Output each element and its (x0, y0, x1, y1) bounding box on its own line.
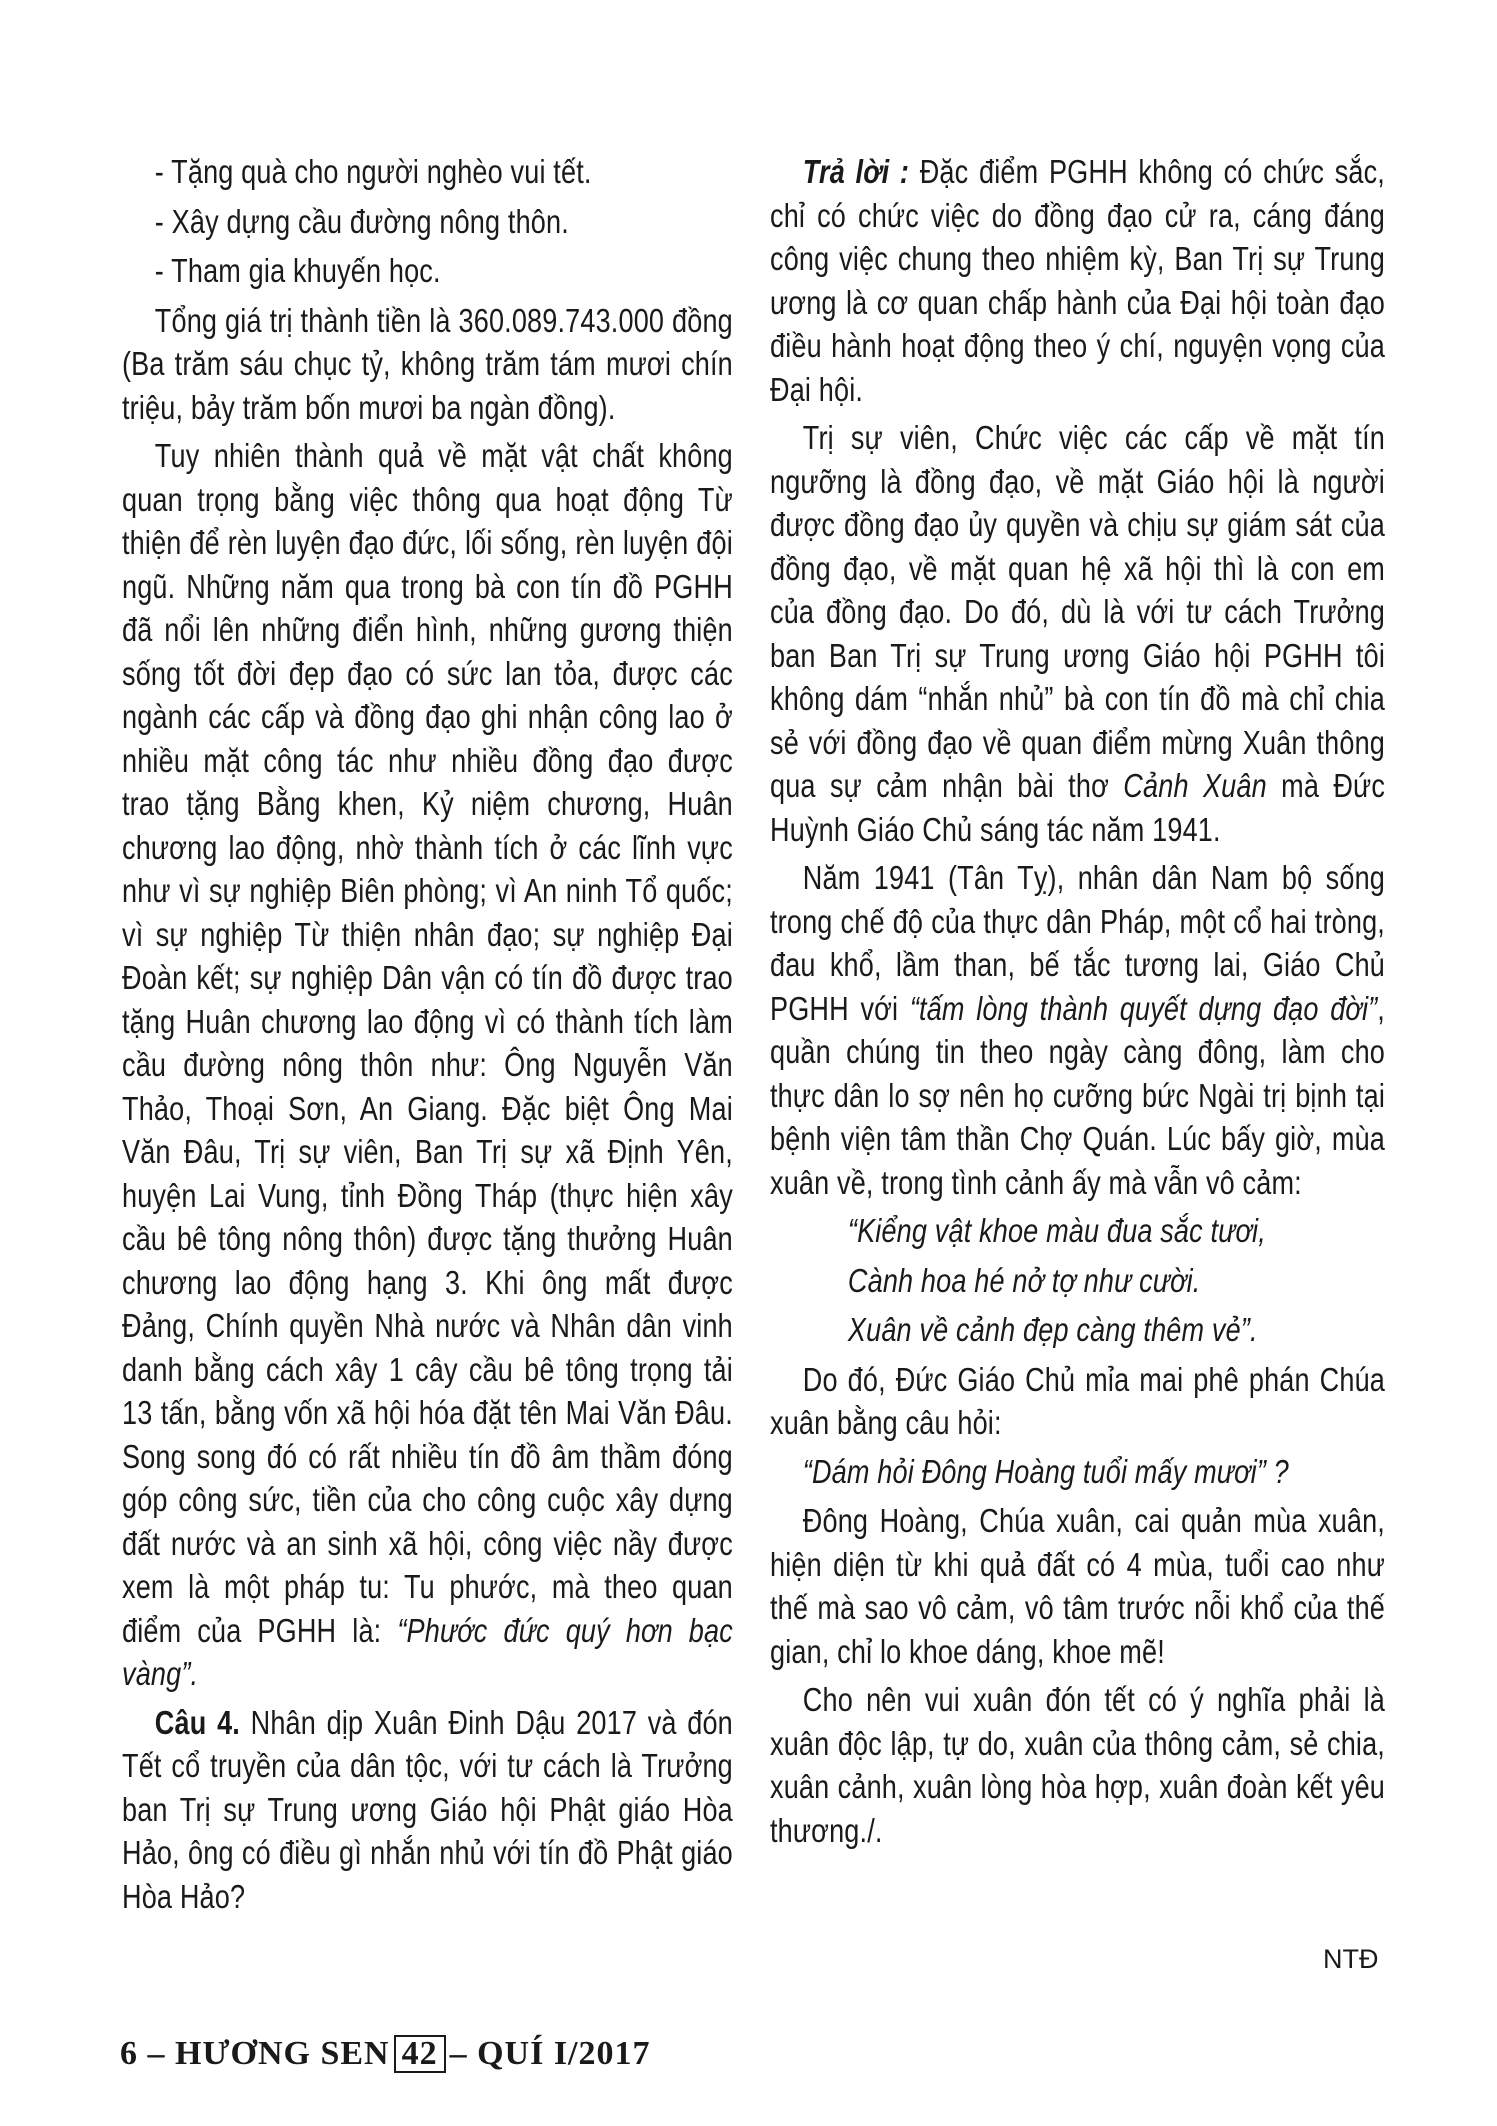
body-text: mà Đức Huỳnh Giáo Chủ sáng tác năm 1941. (770, 767, 1386, 848)
answer-label: Trả lời : (802, 153, 910, 190)
answer-text: Đặc điểm PGHH không có chức sắc, chỉ có chức việc do đồng đạo cử ra, cáng đáng công việc chung theo nhiệm kỳ, Ban Trị sự Trung ương là cơ quan chấp hành của Đại hội toàn đạo điều hành hoạt động theo ý chí, nguyện vọng của Đại hội. (770, 153, 1385, 408)
body-paragraph: Đông Hoàng, Chúa xuân, cai quản mùa xuân, hiện diện từ khi quả đất có 4 mùa, tuổi cao như thế mà sao vô cảm, vô tâm trước nỗi khổ của thế gian, chỉ lo khoe dáng, khoe mẽ! (770, 1502, 1385, 1670)
body-quote: “Phước đức quý hơn bạc vàng”. (122, 1611, 733, 1692)
magazine-name: HƯƠNG SEN (175, 2035, 390, 2072)
body-text: Trị sự viên, Chức việc các cấp về mặt tín ngưỡng là đồng đạo, về mặt Giáo hội là người được đồng đạo ủy quyền và chịu sự giám sát của đồng đạo, về mặt quan hệ xã hội thì là con em của đồng đạo. Do đó, dù là với tư cách Trưởng ban Ban Trị sự Trung ương Giáo hội PGHH tôi không dám “nhắn nhủ” bà con tín đồ mà chỉ chia sẻ với đồng đạo về quan điểm mừng Xuân thông qua sự cảm nhận bài thơ (770, 419, 1385, 804)
body-paragraph: Cho nên vui xuân đón tết có ý nghĩa phải là xuân độc lập, tự do, xuân của thông cảm, sẻ chia, xuân cảnh, xuân lòng hòa hợp, xuân đoàn kết yêu thương./. (770, 1681, 1385, 1849)
verse-line: Xuân về cảnh đẹp càng thêm vẻ”. (847, 1311, 1258, 1348)
body-paragraph (122, 434, 733, 1696)
footer-dash: – (449, 2035, 468, 2072)
body-text: Năm 1941 (Tân Tỵ), nhân dân Nam bộ sống trong chế độ của thực dân Pháp, một cổ hai tròng, đau khổ, lầm than, bế tắc tương lai, Giáo Chủ PGHH với (770, 859, 1385, 1027)
total-value-paragraph: Tổng giá trị thành tiền là 360.089.743.000 đồng (Ba trăm sáu chục tỷ, không trăm tám mươi chín triệu, bảy trăm bốn mươi ba ngàn đồng). (122, 301, 733, 426)
body-text: , quần chúng tin theo ngày càng đông, làm cho thực dân lo sợ nên họ cưỡng bức Ngài trị bịnh tại bệnh viện tâm thần Chợ Quán. Lúc bấy giờ, mùa xuân về, trong tình cảnh ấy mà vẫn vô cảm: (770, 989, 1385, 1201)
right-column (770, 150, 1385, 1857)
author-signature: NTĐ (1323, 1944, 1379, 1974)
bullet-item: - Tham gia khuyến học. (154, 252, 441, 289)
body-paragraph (770, 416, 1385, 851)
verse-line: “Kiểng vật khoe màu đua sắc tươi, (847, 1212, 1266, 1249)
answer-paragraph (770, 150, 1385, 411)
body-paragraph (770, 856, 1385, 1204)
bullet-item: - Xây dựng cầu đường nông thôn. (154, 202, 569, 240)
inline-quote: “tấm lòng thành quyết dựng đạo đời” (909, 989, 1378, 1027)
body-text: Tuy nhiên thành quả về mặt vật chất không quan trọng bằng việc thông qua hoạt động Từ thiện để rèn luyện đạo đức, lối sống, rèn luyện đội ngũ. Những năm qua trong bà con tín đồ PGHH đã nổi lên những điển hình, những gương thiện sống tốt đời đẹp đạo có sức lan tỏa, được các ngành các cấp và đồng đạo ghi nhận công lao ở nhiều mặt công tác như nhiều đồng đạo được trao tặng Bằng khen, Kỷ niệm chương, Huân chương lao động, nhờ thành tích ở các lĩnh vực như vì sự nghiệp Biên phòng; vì An ninh Tổ quốc; vì sự nghiệp Từ thiện nhân đạo; sự nghiệp Đại Đoàn kết; sự nghiệp Dân vận có tín đồ được trao tặng Huân chương lao động vì có thành tích làm cầu đường nông thôn như: Ông Nguyễn Văn Thảo, Thoại Sơn, An Giang. Đặc biệt Ông Mai Văn Đâu, Trị sự viên, Ban Trị sự xã Định Yên, huyện Lai Vung, tỉnh Đồng Tháp (thực hiện xây cầu bê tông nông thôn) được tặng thưởng Huân chương lao động hạng 3. Khi ông mất được Đảng, Chính quyền Nhà nước và Nhân dân vinh danh bằng cách xây 1 cây cầu bê tông trọng tải 13 tấn, bằng vốn xã hội hóa đặt tên Mai Văn Đâu. Song song đó có rất nhiều tín đồ âm thầm đóng góp công sức, tiền của cho công cuộc xây dựng đất nước và an sinh xã hội, công việc nầy được xem là một pháp tu: Tu phước, mà theo quan điểm của PGHH là: (122, 437, 733, 1649)
page-footer (120, 2035, 651, 2073)
footer-dash: – (147, 2035, 166, 2072)
issue-period: QUÍ I/2017 (477, 2035, 651, 2072)
question-verse: “Dám hỏi Đông Hoàng tuổi mấy mươi” ? (802, 1452, 1289, 1490)
poem-title: Cảnh Xuân (1123, 767, 1267, 804)
left-column (122, 150, 733, 1923)
page-number: 6 (120, 2035, 138, 2072)
question-label: Câu 4. (154, 1703, 240, 1741)
verse-line: Cành hoa hé nở tợ như cười. (847, 1261, 1201, 1299)
bullet-item: - Tặng quà cho người nghèo vui tết. (154, 153, 592, 190)
body-paragraph: Do đó, Đức Giáo Chủ mỉa mai phê phán Chúa xuân bằng câu hỏi: (770, 1360, 1385, 1441)
question-paragraph (122, 1701, 733, 1919)
question-text: Nhân dịp Xuân Đinh Dậu 2017 và đón Tết cổ truyền của dân tộc, với tư cách là Trưởng ban Trị sự Trung ương Giáo hội Phật giáo Hòa Hảo, ông có điều gì nhắn nhủ với tín đồ Phật giáo Hòa Hảo? (122, 1703, 733, 1915)
issue-number: 42 (394, 2035, 446, 2073)
